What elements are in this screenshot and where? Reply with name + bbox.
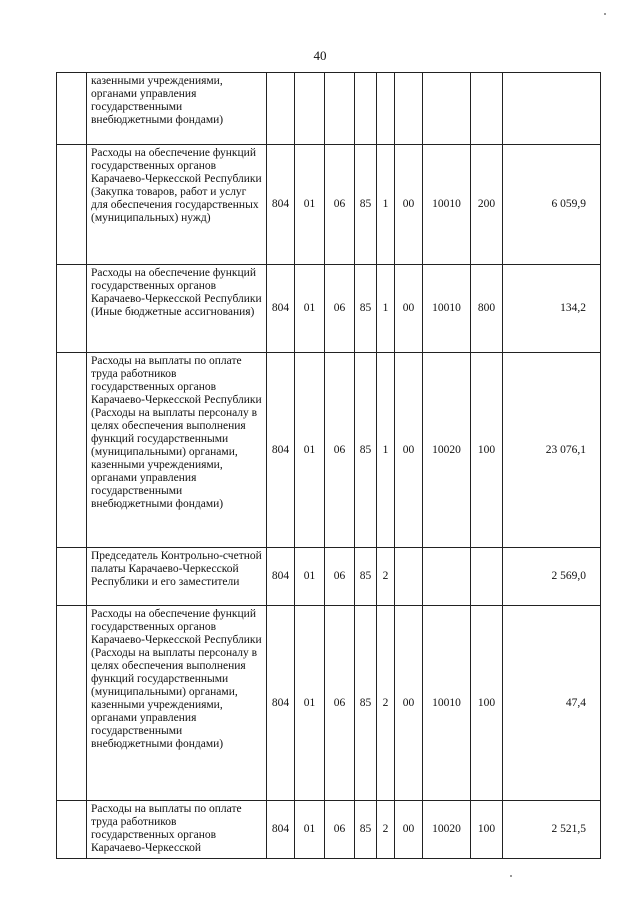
amount-cell: 6 059,9 [503, 145, 601, 265]
amount-cell: 2 569,0 [503, 548, 601, 606]
item-name-cell: Председатель Контрольно-счетной палаты Карачаево-Черкесской Республики и его заместители [87, 548, 267, 606]
table-row [57, 606, 601, 801]
main-event-cell: 00 [395, 801, 423, 859]
subprogram-cell: 1 [377, 265, 395, 353]
ved-code-cell: 804 [267, 353, 295, 548]
expense-type-cell: 100 [471, 801, 503, 859]
program-cell: 85 [355, 606, 377, 801]
direction-cell: 10010 [423, 265, 471, 353]
table-row [57, 265, 601, 353]
expense-type-cell: 100 [471, 353, 503, 548]
ved-code-cell: 804 [267, 265, 295, 353]
budget-table [56, 72, 601, 859]
direction-cell [423, 548, 471, 606]
row-number-cell [57, 606, 87, 801]
page-number: 40 [313, 48, 327, 63]
row-number-cell [57, 801, 87, 859]
program-cell: 85 [355, 265, 377, 353]
subprogram-cell: 2 [377, 801, 395, 859]
subsection-cell: 06 [325, 548, 355, 606]
row-number-cell [57, 548, 87, 606]
item-name-cell: Расходы на обеспечение функций государственных органов Карачаево-Черкесской Республики (Закупка товаров, работ и услуг для обеспечения государственных (муниципальных) нужд) [87, 145, 267, 265]
item-name-cell: Расходы на обеспечение функций государственных органов Карачаево-Черкесской Республики (Расходы на выплаты персоналу в целях обеспечения выполнения функций государственными (муниципальными) органами, казенными учреждениями, органами управления государственными внебюджетными фондами) [87, 606, 267, 801]
main-event-cell [395, 548, 423, 606]
direction-cell: 10020 [423, 801, 471, 859]
subprogram-cell [377, 73, 395, 145]
main-event-cell: 00 [395, 606, 423, 801]
subsection-cell: 06 [325, 265, 355, 353]
amount-cell [503, 73, 601, 145]
expense-type-cell: 100 [471, 606, 503, 801]
row-number-cell [57, 145, 87, 265]
section-cell: 01 [295, 606, 325, 801]
table-row [57, 73, 601, 145]
subsection-cell: 06 [325, 353, 355, 548]
subsection-cell: 06 [325, 145, 355, 265]
table-row [57, 353, 601, 548]
subsection-cell: 06 [325, 801, 355, 859]
section-cell: 01 [295, 353, 325, 548]
program-cell: 85 [355, 548, 377, 606]
main-event-cell: 00 [395, 145, 423, 265]
subsection-cell [325, 73, 355, 145]
ved-code-cell: 804 [267, 801, 295, 859]
item-name-cell: Расходы на обеспечение функций государственных органов Карачаево-Черкесской Республики (Иные бюджетные ассигнования) [87, 265, 267, 353]
amount-cell: 2 521,5 [503, 801, 601, 859]
subprogram-cell: 1 [377, 145, 395, 265]
expense-type-cell [471, 73, 503, 145]
amount-cell: 134,2 [503, 265, 601, 353]
direction-cell [423, 73, 471, 145]
program-cell: 85 [355, 801, 377, 859]
row-number-cell [57, 265, 87, 353]
ved-code-cell [267, 73, 295, 145]
item-name-cell: Расходы на выплаты по оплате труда работников государственных органов Карачаево-Черкесской [87, 801, 267, 859]
table-row [57, 145, 601, 265]
expense-type-cell: 200 [471, 145, 503, 265]
item-name-cell: казенными учреждениями, органами управления государственными внебюджетными фондами) [87, 73, 267, 145]
item-name-cell: Расходы на выплаты по оплате труда работников государственных органов Карачаево-Черкесской Республики (Расходы на выплаты персоналу в целях обеспечения выполнения функций государственными (муниципальными) органами, казенными учреждениями, органами управления государственными внебюджетными фондами) [87, 353, 267, 548]
amount-cell: 23 076,1 [503, 353, 601, 548]
main-event-cell [395, 73, 423, 145]
row-number-cell [57, 73, 87, 145]
subprogram-cell: 2 [377, 548, 395, 606]
main-event-cell: 00 [395, 265, 423, 353]
expense-type-cell: 800 [471, 265, 503, 353]
ved-code-cell: 804 [267, 606, 295, 801]
scan-speck [604, 13, 606, 15]
direction-cell: 10020 [423, 353, 471, 548]
subprogram-cell: 1 [377, 353, 395, 548]
main-event-cell: 00 [395, 353, 423, 548]
section-cell: 01 [295, 265, 325, 353]
table-row [57, 548, 601, 606]
expense-type-cell [471, 548, 503, 606]
program-cell: 85 [355, 353, 377, 548]
ved-code-cell: 804 [267, 548, 295, 606]
table-row [57, 801, 601, 859]
subprogram-cell: 2 [377, 606, 395, 801]
section-cell: 01 [295, 145, 325, 265]
row-number-cell [57, 353, 87, 548]
subsection-cell: 06 [325, 606, 355, 801]
direction-cell: 10010 [423, 606, 471, 801]
ved-code-cell: 804 [267, 145, 295, 265]
program-cell [355, 73, 377, 145]
direction-cell: 10010 [423, 145, 471, 265]
amount-cell: 47,4 [503, 606, 601, 801]
section-cell: 01 [295, 548, 325, 606]
section-cell: 01 [295, 801, 325, 859]
section-cell [295, 73, 325, 145]
program-cell: 85 [355, 145, 377, 265]
scan-speck [510, 875, 512, 877]
